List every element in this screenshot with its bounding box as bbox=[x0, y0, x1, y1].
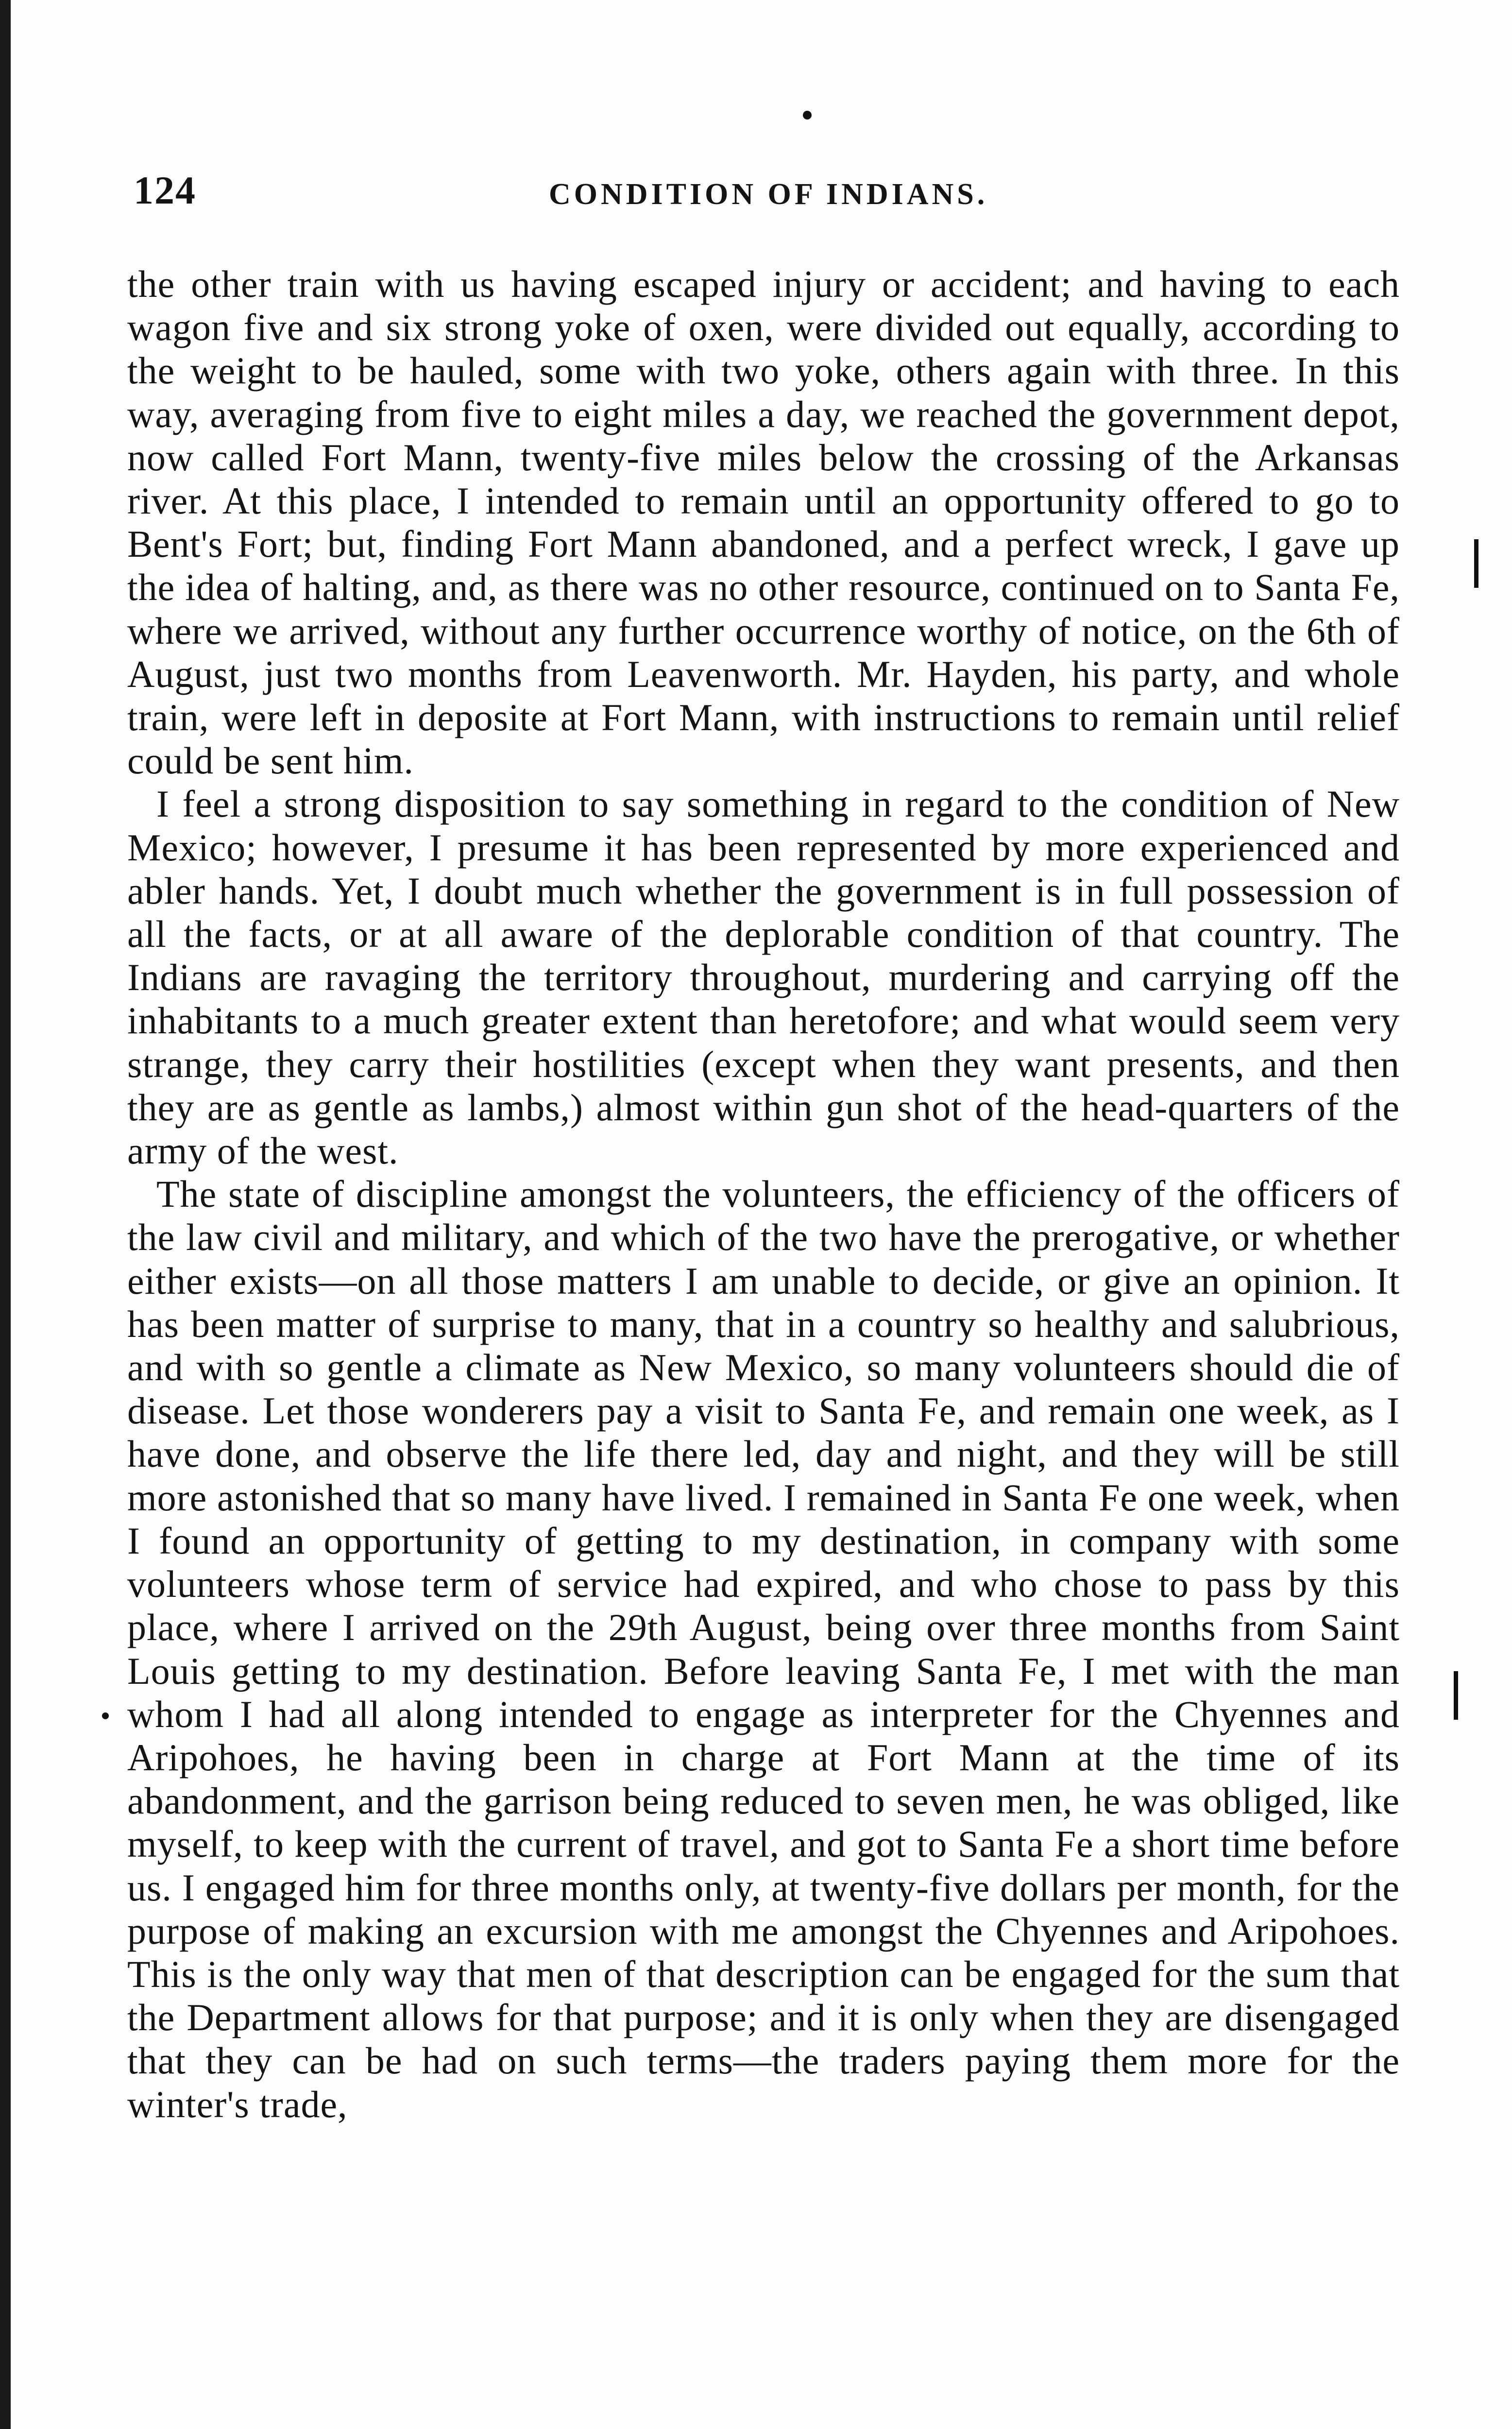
body-text bbox=[127, 262, 1400, 2126]
margin-mark bbox=[1454, 1671, 1458, 1720]
page-number: 124 bbox=[134, 168, 196, 212]
paragraph-new-mexico: I feel a strong disposition to say something in regard to the condition of New Mexico; however, I presume it has been represented by more experienced and abler hands. Yet, I doubt much whether the government is in full possession of all the facts, or at all aware of the deplorable condition of that country. The Indians are ravaging the territory throughout, murdering and carrying off the inhabitants to a much greater extent than heretofore; and what would seem very strange, they carry their hostilities (except when they want presents, and then they are as gentle as lambs,) almost within gun shot of the head-quarters of the army of the west. bbox=[127, 783, 1400, 1172]
margin-mark bbox=[1474, 539, 1478, 588]
paragraph-discipline: The state of discipline amongst the volunteers, the efficiency of the officers of the law civil and military, and which of the two have the prerogative, or whether either exists—on all those matters I am unable to decide, or give an opinion. It has been matter of surprise to many, that in a country so healthy and salubrious, and with so gentle a climate as New Mexico, so many volunteers should die of disease. Let those wonderers pay a visit to Santa Fe, and remain one week, as I have done, and observe the life there led, day and night, and they will be still more astonished that so many have lived. I remained in Santa Fe one week, when I found an opportunity of getting to my destination, in company with some volunteers whose term of service had expired, and who chose to pass by this place, where I arrived on the 29th August, being over three months from Saint Louis getting to my destination. Before leaving Santa Fe, I met with the man whom I had all along intended to engage as interpreter for the Chyennes and Aripohoes, he having been in charge at Fort Mann at the time of its abandonment, and the garrison being reduced to seven men, he was obliged, like myself, to keep with the current of travel, and got to Santa Fe a short time before us. I engaged him for three months only, at twenty-five dollars per month, for the purpose of making an excursion with me amongst the Chyennes and Aripohoes. This is the only way that men of that description can be engaged for the sum that the Department allows for that purpose; and it is only when they are disengaged that they can be had on such terms—the traders paying them more for the winter's trade, bbox=[127, 1173, 1400, 2125]
ink-speck bbox=[803, 111, 812, 120]
page-header bbox=[134, 160, 1406, 223]
paragraph-continued: the other train with us having escaped injury or accident; and having to each wagon five and six strong yoke of oxen, were divided out equally, according to the weight to be hauled, some with two yoke, others again with three. In this way, averaging from five to eight miles a day, we reached the government depot, now called Fort Mann, twenty-five miles below the crossing of the Arkansas river. At this place, I intended to remain until an opportunity offered to go to Bent's Fort; but, finding Fort Mann abandoned, and a perfect wreck, I gave up the idea of halting, and, as there was no other resource, continued on to Santa Fe, where we arrived, without any further occurrence worthy of notice, on the 6th of August, just two months from Leavenworth. Mr. Hayden, his party, and whole train, were left in deposite at Fort Mann, with instructions to remain until relief could be sent him. bbox=[127, 263, 1400, 782]
running-head: CONDITION OF INDIANS. bbox=[549, 178, 988, 211]
margin-dot bbox=[102, 1712, 109, 1719]
scan-border-left bbox=[0, 0, 11, 2429]
